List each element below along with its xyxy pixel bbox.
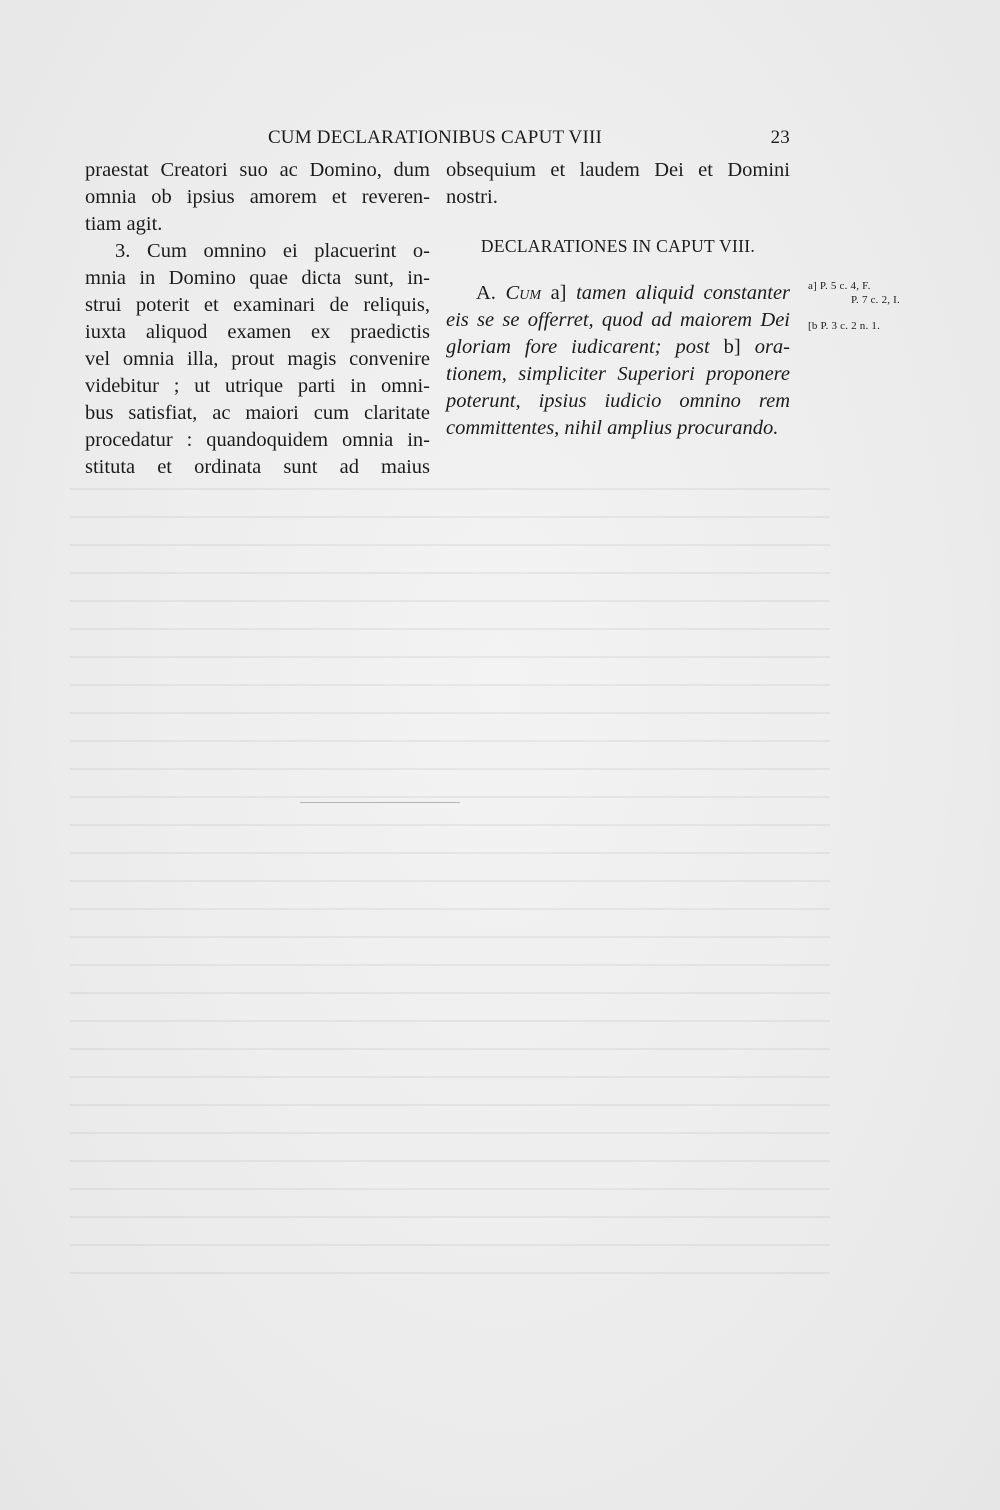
text-line: tiam agit.	[85, 213, 163, 235]
left-column	[85, 157, 430, 481]
text-line: bus satisfiat, ac maiori cum claritate	[85, 402, 430, 424]
declaration-line: eis se se offerret, quod ad maiorem Dei	[446, 309, 790, 331]
text-line: iuxta aliquod examen ex praedictis	[85, 321, 430, 343]
declaration-lead-word: Cum	[505, 282, 541, 304]
text-line: strui poterit et examinari de reliquis,	[85, 294, 430, 316]
declaration-line: tionem, simpliciter Superiori proponere	[446, 363, 790, 385]
declaration-line	[446, 280, 790, 307]
reference-marker-a: a]	[550, 282, 567, 304]
declaration-label: A.	[476, 282, 496, 304]
text-line: videbitur ; ut utrique parti in omni-	[85, 375, 430, 397]
margin-note-a: a] P. 5 c. 4, F.	[808, 280, 871, 292]
declaration-text: tamen aliquid constanter	[576, 282, 791, 304]
margin-note-b: [b P. 3 c. 2 n. 1.	[808, 320, 881, 332]
text-line: stituta et ordinata sunt ad maius	[85, 456, 430, 478]
text-line: procedatur : quandoquidem omnia in-	[85, 429, 430, 451]
declaration-text: gloriam fore iudicarent; post	[446, 336, 710, 358]
declaration-line: committentes, nihil amplius procurando.	[446, 417, 779, 439]
page-number: 23	[770, 127, 790, 148]
text-line: omnia ob ipsius amorem et reveren-	[85, 186, 430, 208]
text-line: mnia in Domino quae dicta sunt, in-	[85, 267, 430, 289]
section-heading: DECLARATIONES IN CAPUT VIII.	[480, 236, 756, 256]
show-through-text	[70, 470, 830, 1290]
right-column	[446, 157, 790, 442]
declaration-line	[446, 334, 790, 361]
reference-marker-b: b]	[723, 336, 741, 358]
margin-note-a-continued: P. 7 c. 2, I.	[850, 294, 900, 306]
page-header	[80, 127, 790, 153]
text-line: nostri.	[446, 186, 498, 208]
text-line: vel omnia illa, prout magis convenire	[85, 348, 430, 370]
running-head: CUM DECLARATIONIBUS CAPUT VIII	[267, 127, 603, 148]
text-line: obsequium et laudem Dei et Domini	[446, 159, 790, 181]
declaration-text: ora-	[754, 336, 790, 358]
declaration-line: poterunt, ipsius iudicio omnino rem	[446, 390, 790, 412]
show-through-rule	[300, 802, 460, 803]
margin-notes	[808, 279, 908, 333]
text-line: 3. Cum omnino ei placuerint o-	[115, 240, 430, 262]
text-line: praestat Creatori suo ac Domino, dum	[85, 159, 430, 181]
